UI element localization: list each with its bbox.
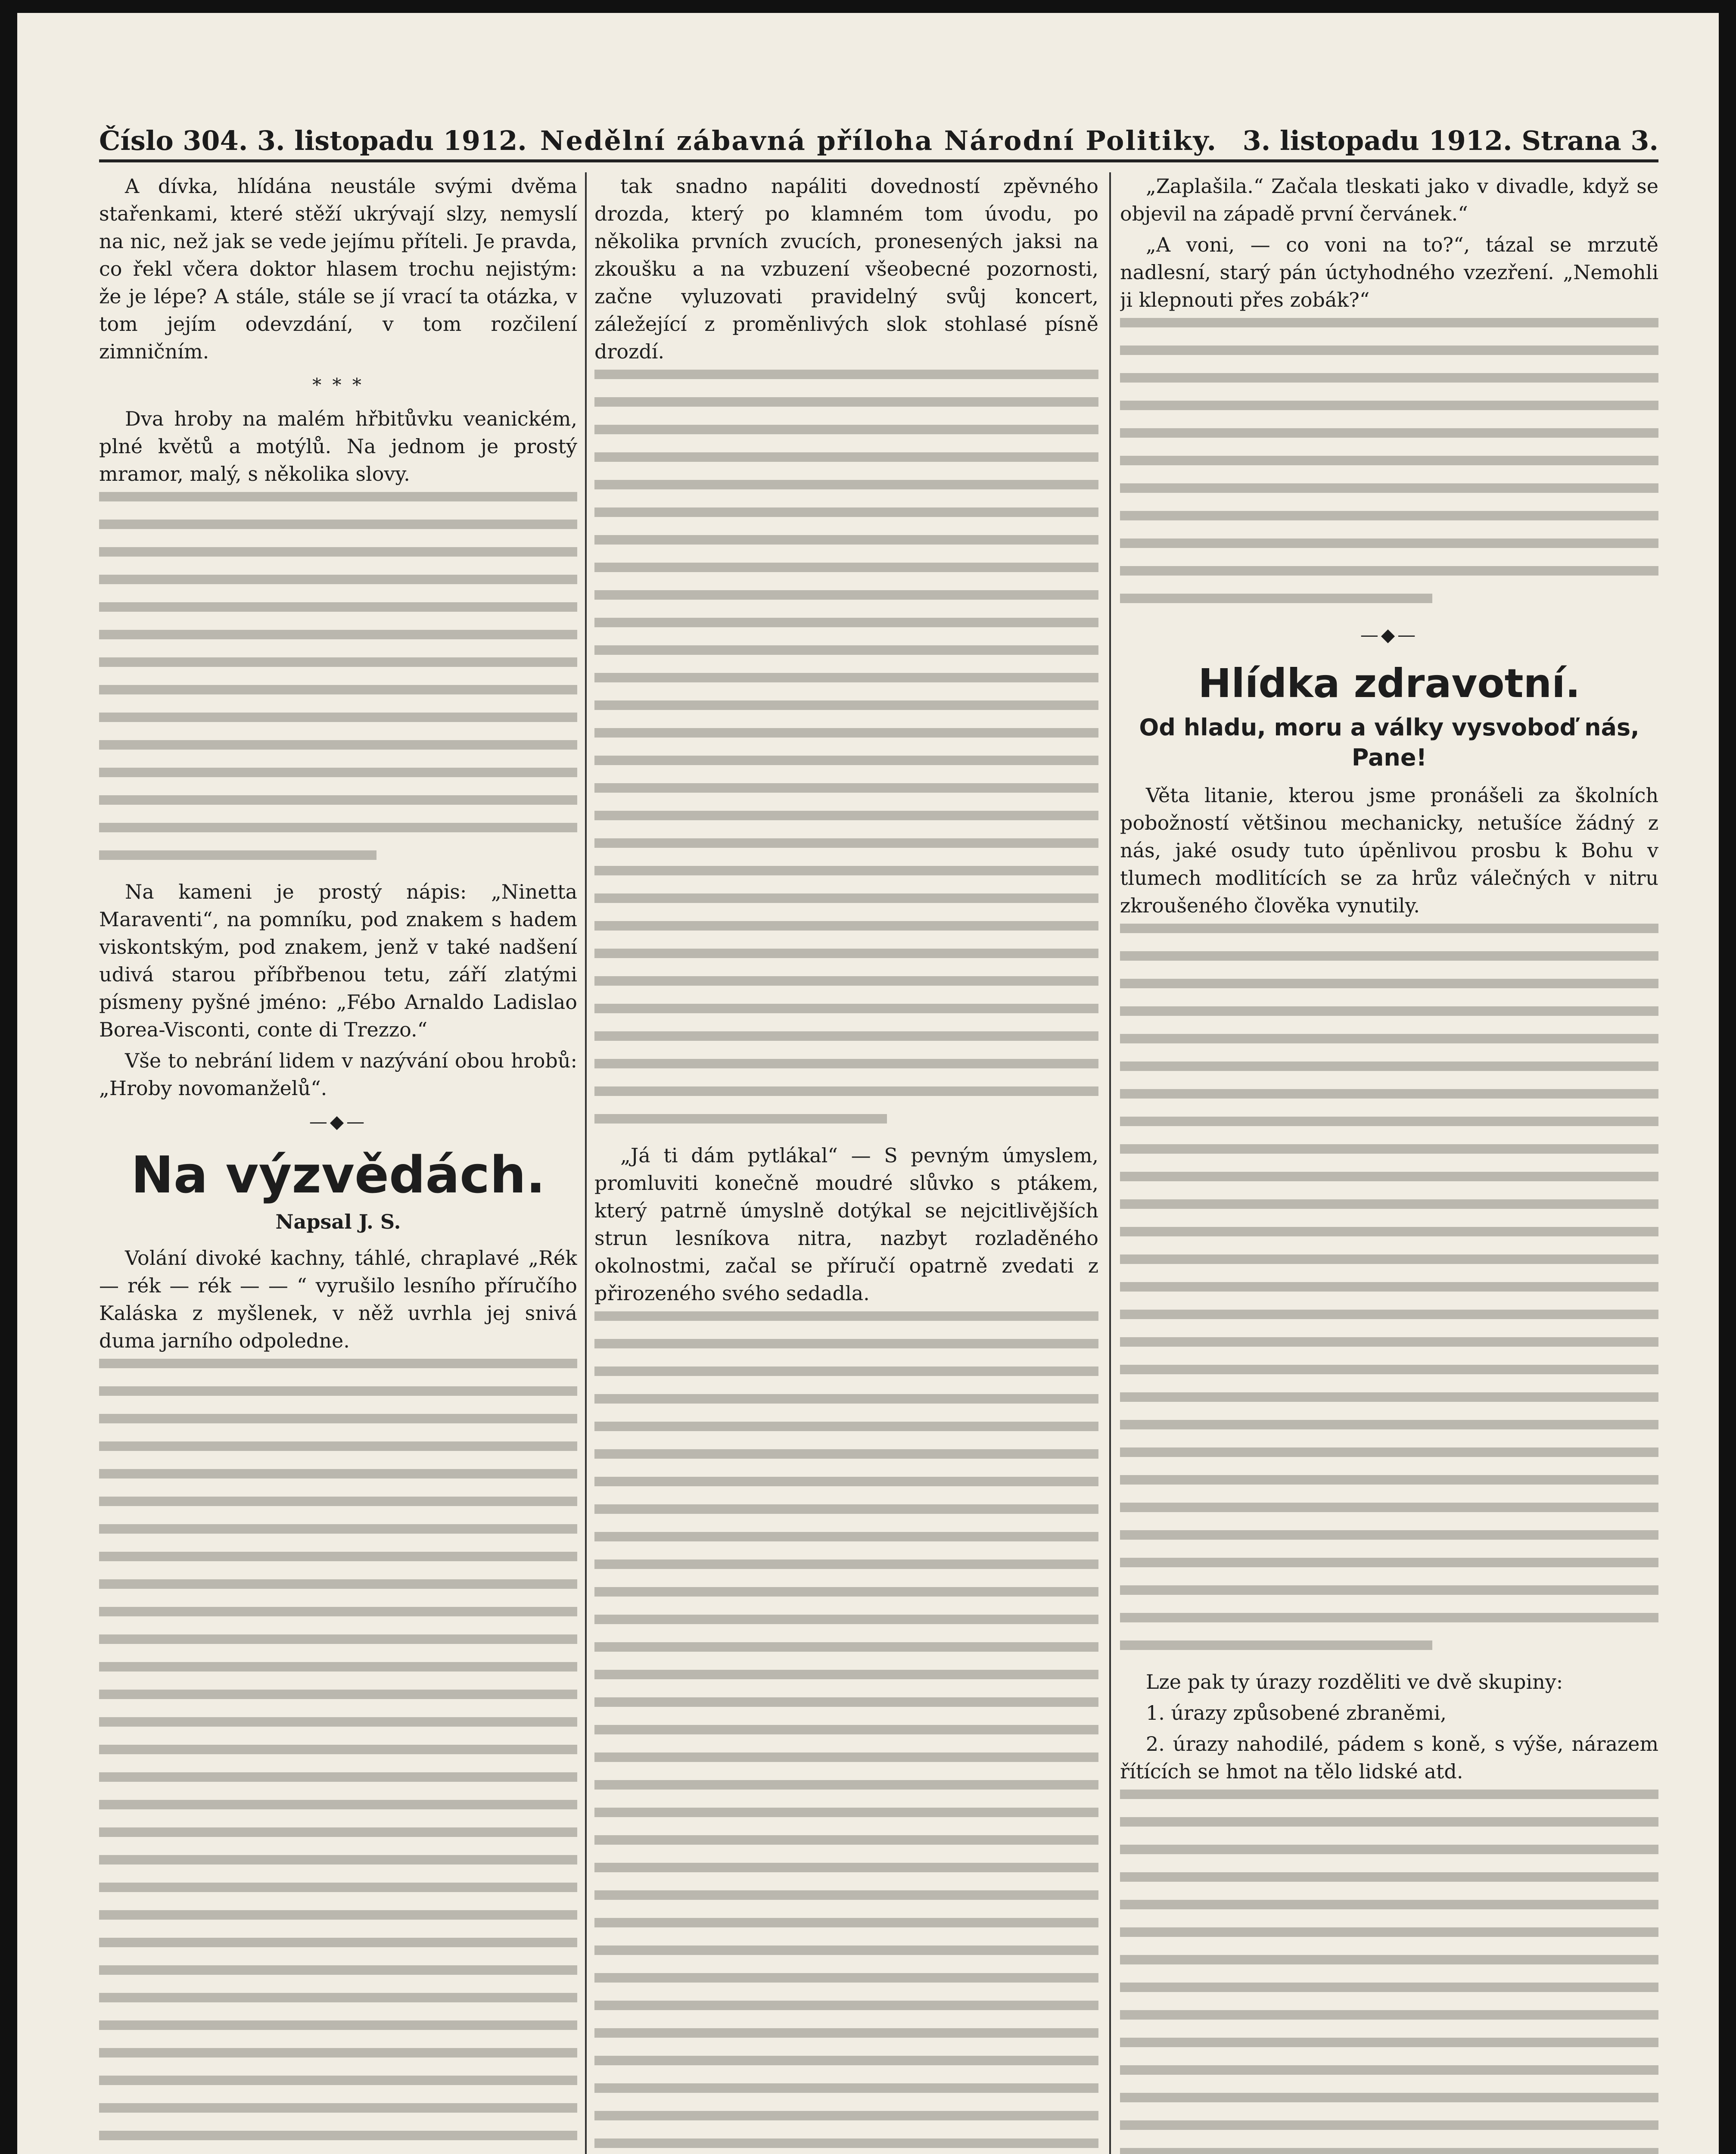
- issue-date-left: Číslo 304. 3. listopadu 1912.: [99, 125, 527, 156]
- paragraph: tak snadno napáliti dovedností zpěvného drozda, který po klamném tom úvodu, po několika prvních zvucích, pronesených jaksi na zkoušku a na vzbuzení všeobecné pozornosti, začne vyluzovati pravidelný svůj koncert, záležející z proměnlivých slok stohlasé písně drozdí.: [594, 174, 1098, 363]
- text-lines: [99, 1359, 577, 2154]
- column-divider: [585, 172, 587, 2154]
- newspaper-page: [17, 13, 1719, 2154]
- paragraph: Na kameni je prostý nápis: „Ninetta Maraventi“, na pomníku, pod znakem s hadem viskontským, pod znakem, jenž v také nadšení udivá starou příbřbenou tetu, září zlatými písmeny pyšné jméno: „Fébo Arnaldo Ladislao Borea-Visconti, conte di Trezzo.“: [99, 880, 577, 1041]
- column-3: [1120, 172, 1658, 2154]
- section-ornament: —◆—: [309, 1111, 367, 1132]
- paragraph: „Já ti dám pytlákal“ — S pevným úmyslem, promluviti konečně moudré slůvko s ptákem, který patrně úmyslně dotýkal se nejcitlivějších strun lesníkova nitra, nazbyt rozladěného okolnostmi, začal se příručí opatrně zvedati z přirozeného svého sedadla.: [594, 1144, 1098, 1305]
- text-lines: [1120, 318, 1658, 603]
- paragraph: A dívka, hlídána neustále svými dvěma stařenkami, které stěží ukrývají slzy, nemyslí na nic, než jak se vede jejímu příteli. Je pravda, co řekl včera doktor hlasem trochu nejistým: že je lépe? A stále, stále se jí vrací ta otázka, v tom jejím odevzdání, v tom rozčilení zimničním.: [99, 174, 577, 363]
- paragraph: Věta litanie, kterou jsme pronášeli za školních pobožností většinou mechanicky, netušíce žádný z nás, jaké osudy tuto úpěnlivou prosbu k Bohu v tlumech modlitících se za hrůz válečných v nitru zkroušeného člověka vynutily.: [1120, 784, 1658, 917]
- paragraph: Lze pak ty úrazy rozděliti ve dvě skupiny:: [1146, 1670, 1563, 1693]
- date-page-right: 3. listopadu 1912. Strana 3.: [1242, 125, 1658, 156]
- paragraph: Vše to nebrání lidem v nazývání obou hrobů: „Hroby novomanželů“.: [99, 1049, 577, 1100]
- column-divider: [1109, 172, 1111, 2154]
- list-item: 1. úrazy způsobené zbraněmi,: [1146, 1701, 1447, 1724]
- column-1: [99, 172, 577, 2154]
- section-title: Hlídka zdravotní.: [1198, 660, 1580, 707]
- text-lines: [1120, 1790, 1658, 2154]
- story-byline: Napsal J. S.: [275, 1210, 401, 1233]
- text-lines: [99, 492, 577, 860]
- paragraph: „Zaplašila.“ Začala tleskati jako v divadle, když se objevil na západě první červánek.“: [1120, 174, 1658, 225]
- paragraph: „A voni, — co voni na to?“, tázal se mrzutě nadlesní, starý pán úctyhodného vzezření. „Nemohli ji klepnouti přes zobák?“: [1120, 233, 1658, 311]
- text-lines: [1120, 924, 1658, 1650]
- paragraph: Dva hroby na malém hřbitůvku veanickém, plné květů a motýlů. Na jednom je prostý mramor, malý, s několika slovy.: [99, 407, 577, 486]
- publication-title: Nedělní zábavná příloha Národní Politiky.: [540, 125, 1218, 156]
- column-2: [594, 172, 1098, 2154]
- page-header: [99, 121, 1658, 162]
- section-subtitle: Od hladu, moru a války vysvoboď nás, Pane!: [1139, 714, 1640, 771]
- paragraph: Volání divoké kachny, táhlé, chraplavé „Rék — rék — rék — — “ vyrušilo lesního příručího Kaláska z myšlenek, v něž uvrhla jej snivá duma jarního odpoledne.: [99, 1246, 577, 1352]
- list-item: 2. úrazy nahodilé, pádem s koně, s výše, nárazem řítících se hmot na tělo lidské atd.: [1120, 1732, 1658, 1783]
- section-ornament: * * *: [312, 374, 364, 395]
- text-lines: [594, 1311, 1098, 2154]
- section-ornament: —◆—: [1360, 624, 1419, 645]
- text-lines: [594, 370, 1098, 1124]
- story-title: Na výzvědách.: [131, 1145, 545, 1205]
